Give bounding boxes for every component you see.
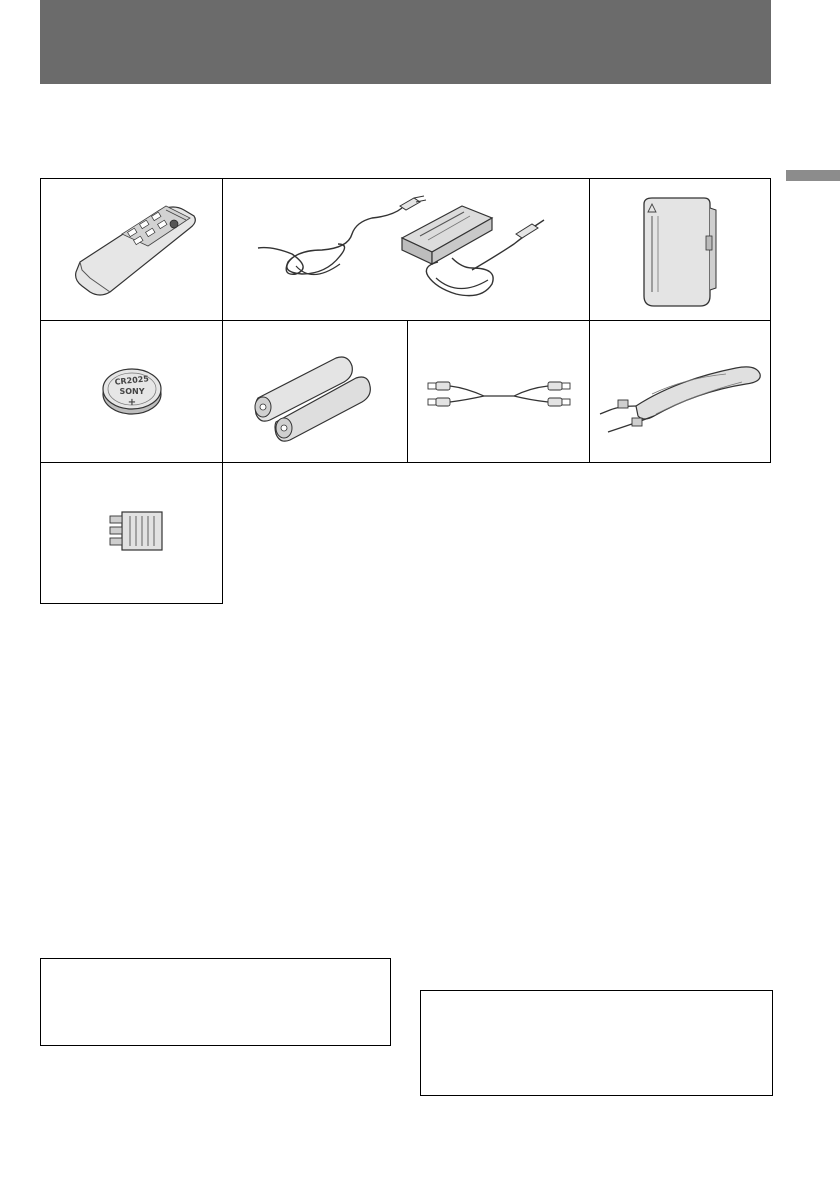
coin-battery-model: CR2025 [114,374,150,387]
shoulder-strap-icon [596,360,766,438]
grid-col-divider [589,178,590,463]
remote-control-icon [70,200,200,300]
aa-batteries-icon [252,352,376,436]
grid-col-divider [222,178,223,463]
coin-battery-brand: SONY [119,387,145,396]
note-box-left [40,958,391,1046]
section-edge-tab [786,170,840,181]
av-cable-icon [426,376,572,412]
battery-pack-icon [636,196,720,310]
grid-row-divider [40,320,771,321]
scart-adaptor-icon [106,508,166,554]
coin-battery-icon [100,364,164,416]
grid-col-divider [407,320,408,463]
coin-battery-polarity: + [127,397,137,408]
ac-adaptor-icon [252,188,552,310]
note-box-right [420,990,773,1096]
header-bar [40,0,771,84]
